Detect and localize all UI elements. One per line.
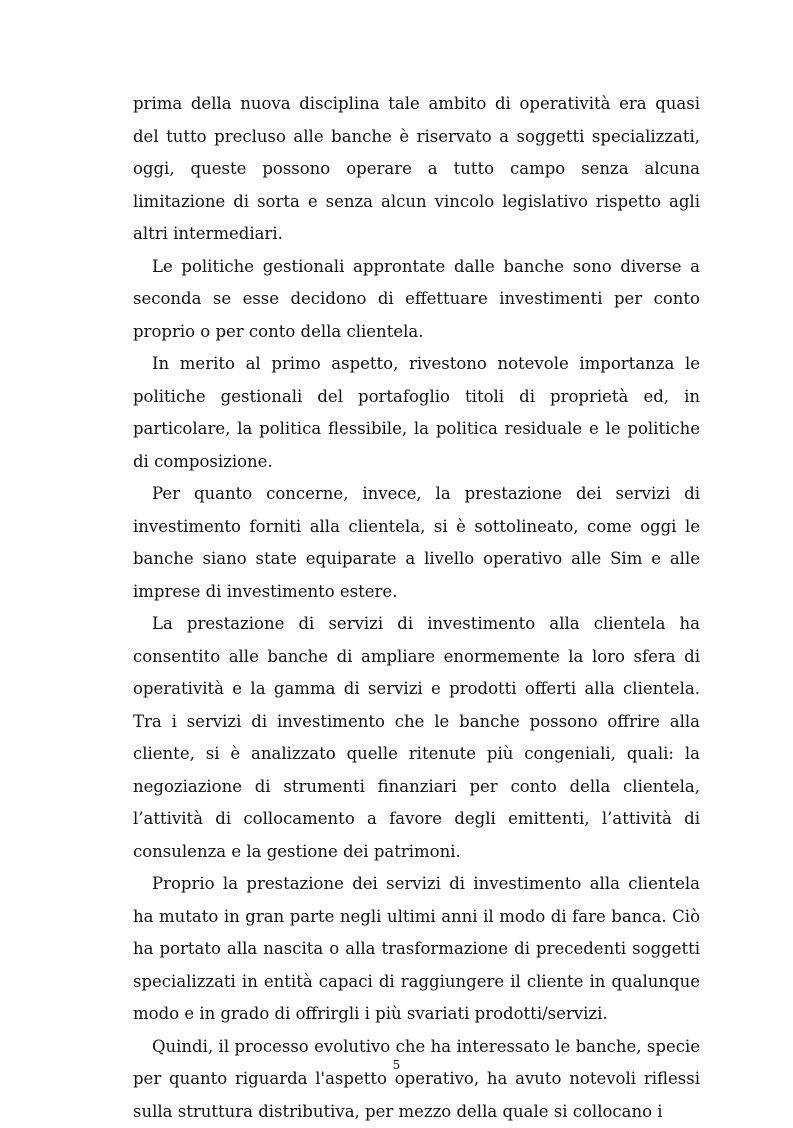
- body-text: [133, 88, 700, 1128]
- paragraph-4: Per quanto concerne, invece, la prestazione dei servizi di investimento forniti alla clientela, si è sottolineato, come oggi le banche siano state equiparate a livello operativo alle Sim e alle imprese di investimento estere.: [133, 478, 700, 608]
- paragraph-1: prima della nuova disciplina tale ambito di operatività era quasi del tutto precluso alle banche è riservato a soggetti specializzati, oggi, queste possono operare a tutto campo senza alcuna limitazione di sorta e senza alcun vincolo legislativo rispetto agli altri intermediari.: [133, 88, 700, 251]
- page-number: 5: [0, 1058, 793, 1072]
- paragraph-6: Proprio la prestazione dei servizi di investimento alla clientela ha mutato in gran parte negli ultimi anni il modo di fare banca. Ciò ha portato alla nascita o alla trasformazione di precedenti soggetti specializzati in entità capaci di raggiungere il cliente in qualunque modo e in grado di offrirgli i più svariati prodotti/servizi.: [133, 868, 700, 1031]
- paragraph-5: La prestazione di servizi di investimento alla clientela ha consentito alle banche di ampliare enormemente la loro sfera di operatività e la gamma di servizi e prodotti offerti alla clientela. Tra i servizi di investimento che le banche possono offrire alla cliente, si è analizzato quelle ritenute più congeniali, quali: la negoziazione di strumenti finanziari per conto della clientela, l’attività di collocamento a favore degli emittenti, l’attività di consulenza e la gestione dei patrimoni.: [133, 608, 700, 868]
- paragraph-2: Le politiche gestionali approntate dalle banche sono diverse a seconda se esse decidono di effettuare investimenti per conto proprio o per conto della clientela.: [133, 251, 700, 349]
- paragraph-7: Quindi, il processo evolutivo che ha interessato le banche, specie per quanto riguarda l'aspetto operativo, ha avuto notevoli riflessi sulla struttura distributiva, per mezzo della quale si collocano i: [133, 1031, 700, 1128]
- paragraph-3: In merito al primo aspetto, rivestono notevole importanza le politiche gestionali del portafoglio titoli di proprietà ed, in particolare, la politica flessibile, la politica residuale e le politiche di composizione.: [133, 348, 700, 478]
